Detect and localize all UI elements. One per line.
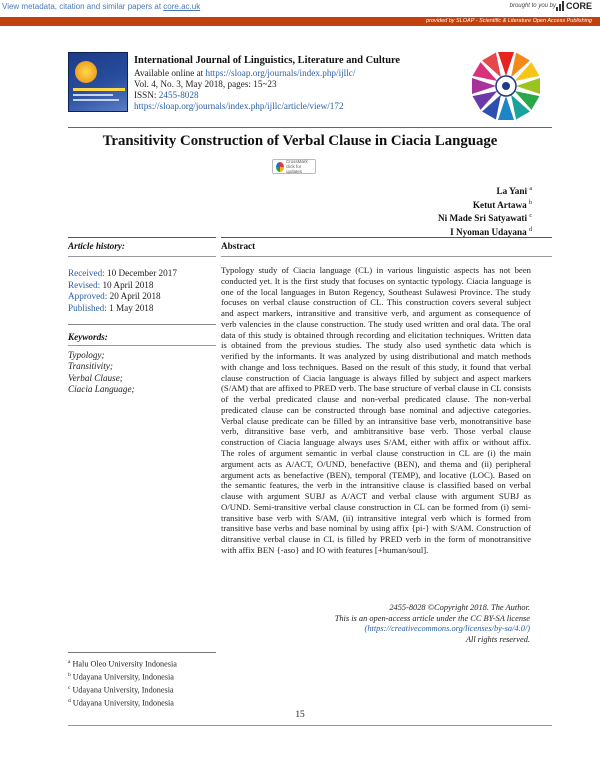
abstract-text: Typology study of Ciacia language (CL) in various linguistic aspects has not been conducted yet. It is the first study that focuses on syntactic typology. Ciacia language is one of the local languages in Buton Regency, Southeast Sulawesi Province. The study focuses on verbal clause construction of CL. This construction covers several subject and aspect markers, intransitive and transitive verb, and argument as consequence of verb valencies in the clause construction. The study used written and oral data. The oral data of this study is obtained through recording and elicitation techniques. Written data is obtained from the previous studies. The study also used synthetic data which is verified by the informants. It was analyzed by using distributional and match methods with change and loss techniques. Based on the result of this study, it found that verbal clause construction of Ciacia language is always filled by subject and aspect markers (S/AM) that are affixed to PRED verb. The base structure of verbal clause in CL consists of the verbal predicated clause and non-verbal predicated clause. The non-verbal predicated clause can be constructed through base nominal and adjective categories. Verbal clause predicate can be filled by an intransitive base verb, monotransitive base verb, ditransitive base verb, and ambitransitive base verb. Those verbal clause construction of Ciacia language always uses S/AM, either with affix or without affix. The roles of argument semantic in verbal clause construction in CL are (i) the main argument acts as A/ACT, O/UND, benefactive (BEN), and thema and (ii) peripheral argument acts as benefactive (BEN), temporal (TEMP), and locative (LOC). Based on the semantic features, the verb in the intransitive clause is classified based on verbal clause with argument SUBJ as A/ACT and verbal clause with argument SUBJ as O/UND. Semi-transitive verbal clause construction in CL can be formed from (i) semi-transitive base verb with S/AM, (ii) intransitive integral verb which is formed from transitive base verbs and base nominal by using affix {pi-} with S/AM. Construction of ditransitive verbal clause in CL is filled by PRED verb in the form of monotransitive with affix BEN {-aso} and IO with features [+human/soul]. (221, 265, 531, 555)
provider-text: provided by SLOAP - Scientific & Literature Open Access Publishing (426, 18, 592, 24)
page-number: 15 (295, 710, 305, 720)
header-divider (68, 127, 552, 128)
abstract-divider (221, 237, 552, 238)
volume-info: Vol. 4, No. 3, May 2018, pages: 15~23 (134, 78, 277, 89)
author: La Yani $^a$ (496, 186, 532, 197)
footer-divider (68, 725, 552, 726)
journal-cover-image (68, 52, 128, 112)
journal-info (134, 56, 464, 112)
affiliation: $^b$ Udayana University, Indonesia (68, 672, 174, 682)
crossmark-button[interactable]: CrossMark click for updates (272, 159, 316, 174)
keywords-heading: Keywords: (68, 332, 108, 342)
affiliation-list (68, 657, 177, 710)
history-item: Revised: 10 April 2018 (68, 279, 154, 290)
journal-header (68, 48, 552, 126)
history-heading: Article history: (68, 241, 125, 251)
history-item: Received: 10 December 2017 (68, 268, 177, 278)
keyword-list (68, 350, 135, 396)
keywords-subdivider (68, 345, 216, 346)
author: Ni Made Sri Satyawati $^c$ (437, 213, 532, 224)
issn-link[interactable]: 2455-8028 (158, 89, 199, 100)
core-logo-text: CORE (565, 1, 592, 11)
crossmark-icon (276, 162, 284, 172)
affiliation: $^d$ Udayana University, Indonesia (68, 698, 174, 709)
issn-info: ISSN: 2455-8028 (134, 89, 199, 100)
journal-name: International Journal of Linguistics, Literature and Culture (134, 55, 401, 66)
core-logo[interactable] (556, 1, 592, 11)
history-divider (68, 237, 216, 238)
copyright-notice: 2455-8028 ©Copyright 2018. The Author. This is an open-access article under the CC BY-SA license (https://creativecommons.org/licenses/by-sa/4.0/) All rights reserved. (334, 603, 530, 644)
keyword: Verbal Clause; (68, 372, 123, 383)
provider-bar (0, 17, 600, 26)
keyword: Transitivity; (68, 361, 113, 372)
author-list (438, 184, 532, 239)
keyword: Ciacia Language; (68, 384, 135, 395)
publisher-logo-icon (468, 48, 544, 124)
core-domain-link[interactable]: core.ac.uk (163, 2, 201, 11)
abstract-heading: Abstract (221, 241, 256, 251)
history-item: Published: 1 May 2018 (68, 302, 154, 313)
core-metadata-link[interactable]: View metadata, citation and similar papers at core.ac.uk (2, 2, 201, 11)
keyword: Typology; (68, 350, 105, 360)
available-online: Available online at https://sloap.org/journals/index.php/ijllc/ (134, 67, 356, 78)
core-logo-icon (556, 1, 564, 11)
core-banner (0, 0, 600, 18)
keywords-divider (68, 324, 216, 325)
author: Ketut Artawa $^b$ (472, 199, 532, 210)
article-url-link[interactable]: https://sloap.org/journals/index.php/ijllc/article/view/172 (134, 100, 344, 111)
paper-title: Transitivity Construction of Verbal Clause in Ciacia Language (102, 133, 498, 149)
abstract-subdivider (221, 256, 552, 257)
affiliation: $^c$ Udayana University, Indonesia (68, 685, 174, 696)
author: I Nyoman Udayana $^d$ (450, 226, 532, 238)
affiliation: $^a$ Halu Oleo University Indonesia (68, 659, 177, 669)
history-subdivider (68, 256, 216, 257)
brought-by-text: brought to you by (509, 3, 556, 9)
history-item: Approved: 20 April 2018 (68, 291, 161, 301)
footnote-divider (68, 652, 216, 653)
article-history (68, 268, 177, 314)
license-link[interactable]: (https://creativecommons.org/licenses/by-sa/4.0/) (364, 624, 530, 634)
journal-url-link[interactable]: https://sloap.org/journals/index.php/ijllc/ (205, 67, 356, 78)
